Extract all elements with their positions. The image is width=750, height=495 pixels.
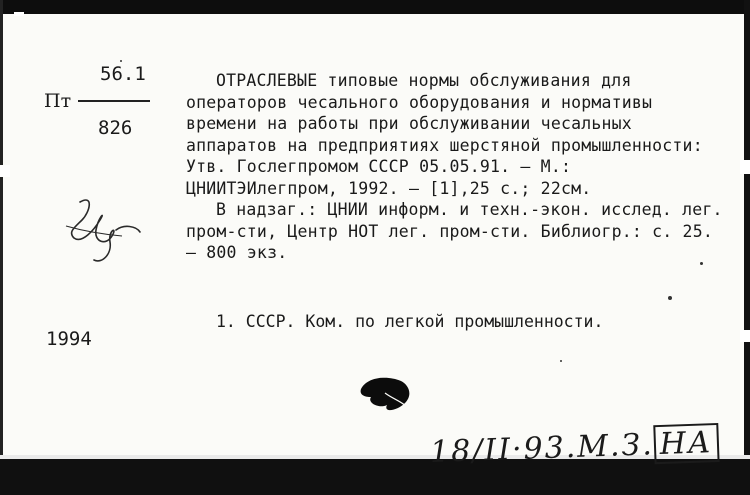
shelfmark-author-number: 826 — [98, 117, 133, 139]
speck — [560, 360, 562, 362]
edge-notch — [14, 12, 24, 16]
subject-tracing: 1. СССР. Ком. по легкой промышленности. — [216, 312, 604, 331]
notes-entry: В надзаг.: ЦНИИ информ. и техн.-экон. исслед. лег. пром-сти, Центр НОТ лег. пром-сти. Библиогр.: с. 25. – 800 экз. — [186, 200, 723, 262]
title-entry: ОТРАСЛЕВЫЕ типовые нормы обслуживания для операторов чесального оборудования и нормативы времени на работы при обслуживании чесальных аппаратов на предприятиях шерстяной промышленности: Утв. Гослегпромом СССР 05.05.91. – М.: ЦНИИТЭИлегпром, 1992. – [1],25 с.; 22см. — [186, 71, 703, 198]
scan-edge-top — [0, 0, 750, 14]
scan-edge-left — [0, 0, 3, 495]
handwritten-initials: НА — [653, 423, 719, 464]
shelfmark-prefix: Пт — [44, 90, 72, 112]
edge-notch — [0, 165, 10, 177]
scan-edge-bottom — [0, 459, 750, 495]
handwritten-processing-note — [429, 425, 719, 470]
scan-edge-right — [744, 0, 750, 495]
edge-notch — [740, 330, 750, 342]
edge-notch — [740, 160, 750, 174]
shelfmark-divider — [78, 100, 150, 102]
handwritten-signature-icon — [60, 190, 145, 270]
bibliographic-description — [186, 70, 726, 264]
accession-year: 1994 — [46, 328, 92, 350]
speck — [120, 60, 122, 62]
handwritten-date: 18/II·93.М.З. — [429, 427, 655, 471]
shelfmark-classification: 56.1 — [100, 63, 146, 85]
speck — [668, 296, 672, 300]
ink-blot-icon — [357, 373, 415, 413]
speck — [700, 262, 703, 265]
